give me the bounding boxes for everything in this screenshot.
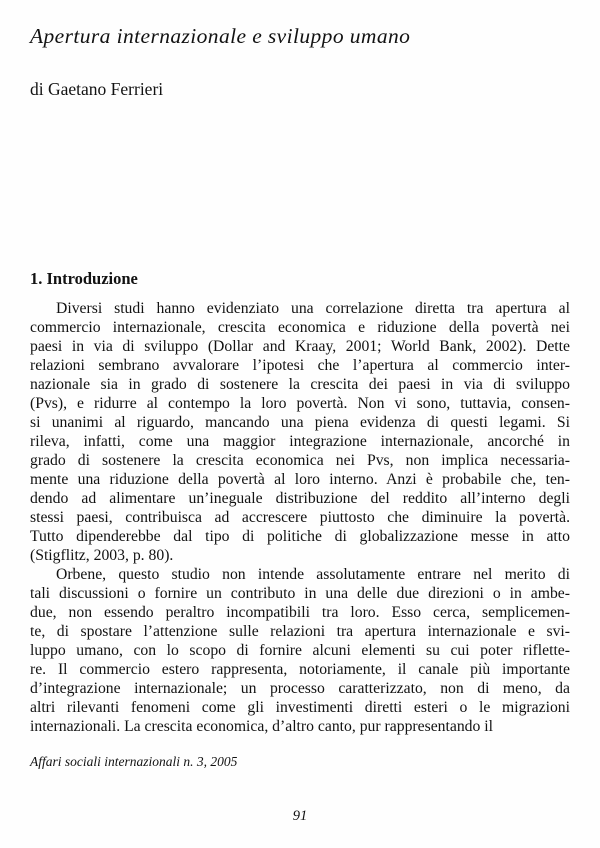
paragraph-2-line-4: te, di spostare l’attenzione sulle relazioni tra apertura internazionale e svi- [30,623,570,640]
paragraph-1-line-10: mente una riduzione della povertà al loro interno. Anzi è probabile che, ten- [30,471,570,488]
paragraph-1-line-2: commercio internazionale, crescita economica e riduzione della povertà nei [30,319,570,336]
paragraph-1-line-8: rileva, infatti, come una maggior integrazione internazionale, ancorché in [30,433,570,450]
section-heading: 1. Introduzione [30,269,138,288]
journal-footer: Affari sociali internazionali n. 3, 2005 [30,754,238,769]
paragraph-1-line-9: grado di sostenere la crescita economica nei Pvs, non implica necessaria- [30,452,570,469]
paragraph-1-line-4: relazioni sembrano avvalorare l’ipotesi che l’apertura al commercio inter- [30,357,570,374]
paragraph-2-line-9: internazionali. La crescita economica, d’altro canto, pur rappresentando il [30,718,494,735]
paragraph-2-line-3: due, non essendo peraltro incompatibili tra loro. Esso cerca, semplicemen- [30,604,570,621]
paragraph-2-line-2: tali discussioni o fornire un contributo in una delle due direzioni o in ambe- [30,585,570,602]
article-title: Apertura internazionale e sviluppo umano [30,24,411,48]
paragraph-1-line-12: stessi paesi, contribuisca ad accrescere piuttosto che diminuire la povertà. [30,509,570,526]
paragraph-1-line-3: paesi in via di sviluppo (Dollar and Kraay, 2001; World Bank, 2002). Dette [30,338,570,355]
paragraph-1-line-7: si unanimi al riguardo, mancando una piena evidenza di questi legami. Si [30,414,570,431]
paragraph-2-line-8: altri rilevanti fenomeni come gli investimenti diretti esteri o le migrazioni [30,699,570,716]
paragraph-1-line-1: Diversi studi hanno evidenziato una correlazione diretta tra apertura al [56,300,570,317]
paragraph-1-line-5: nazionale sia in grado di sostenere la crescita dei paesi in via di sviluppo [30,376,570,393]
paragraph-1-line-6: (Pvs), e ridurre al contempo la loro povertà. Non vi sono, tuttavia, consen- [30,395,570,412]
paragraph-2-line-7: d’integrazione internazionale; un processo caratterizzato, non di meno, da [30,680,570,697]
paragraph-1-line-13: Tutto dipenderebbe dal tipo di politiche di globalizzazione messe in atto [30,528,570,545]
paragraph-2-line-1: Orbene, questo studio non intende assolutamente entrare nel merito di [56,566,570,583]
paragraph-1-line-11: dendo ad alimentare un’ineguale distribuzione del reddito all’interno degli [30,490,570,507]
article-author: di Gaetano Ferrieri [30,79,164,99]
paragraph-2-line-5: luppo umano, con lo scopo di fornire alcuni elementi su cui poter riflette- [30,642,570,659]
page-number: 91 [292,808,308,824]
paragraph-1-line-14: (Stigflitz, 2003, p. 80). [30,547,174,564]
paragraph-2-line-6: re. Il commercio estero rappresenta, notoriamente, il canale più importante [30,661,570,678]
text-block [30,299,570,736]
